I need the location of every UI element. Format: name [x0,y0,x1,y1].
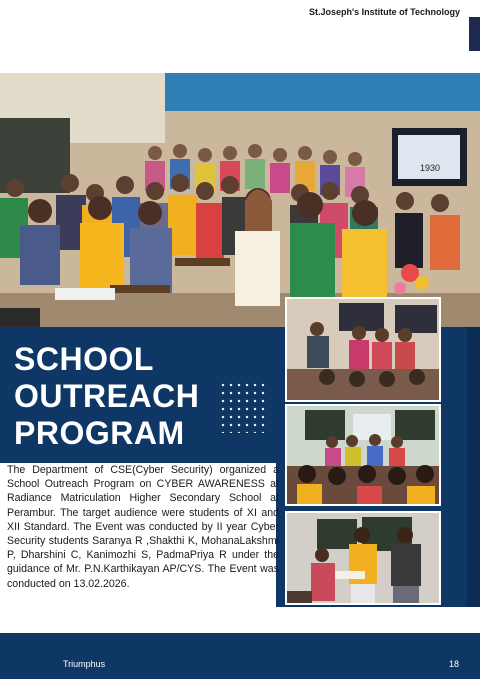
magazine-name: Triumphus [63,659,106,669]
decorative-dot-grid [219,381,265,433]
institution-name: St.Joseph's Institute of Technology [309,7,460,17]
screen-text: 1930 [419,163,441,173]
classroom-photo-3 [285,404,441,506]
page-number: 18 [448,659,459,669]
main-classroom-photo [0,73,480,333]
header-accent-tab [469,17,480,51]
page-footer [0,633,480,679]
title-line-2: OUTREACH [14,378,200,414]
panel-side-bar [467,327,480,607]
title-block [0,327,276,463]
title-line-3: PROGRAM [14,415,185,451]
classroom-photo-2 [285,297,441,402]
article-paragraph: The Department of CSE(Cyber Security) organized a School Outreach Program on CYBER AWARENESS at Radiance Matriculation Higher Secondary School at Perambur. The target audience were students of XI and XII Standard. The Event was conducted by II year Cyber Security students Saranya R ,Shakthi K, MohanaLakshmi P, Dharshini C, Kanimozhi S, PadmaPriya R under the guidance of Mr. P.N.Karthikayan AP/CYS. The Event was conducted on 13.02.2026. [7,464,279,590]
title-line-1: SCHOOL [14,341,154,377]
certificate-presentation-photo [285,511,441,605]
